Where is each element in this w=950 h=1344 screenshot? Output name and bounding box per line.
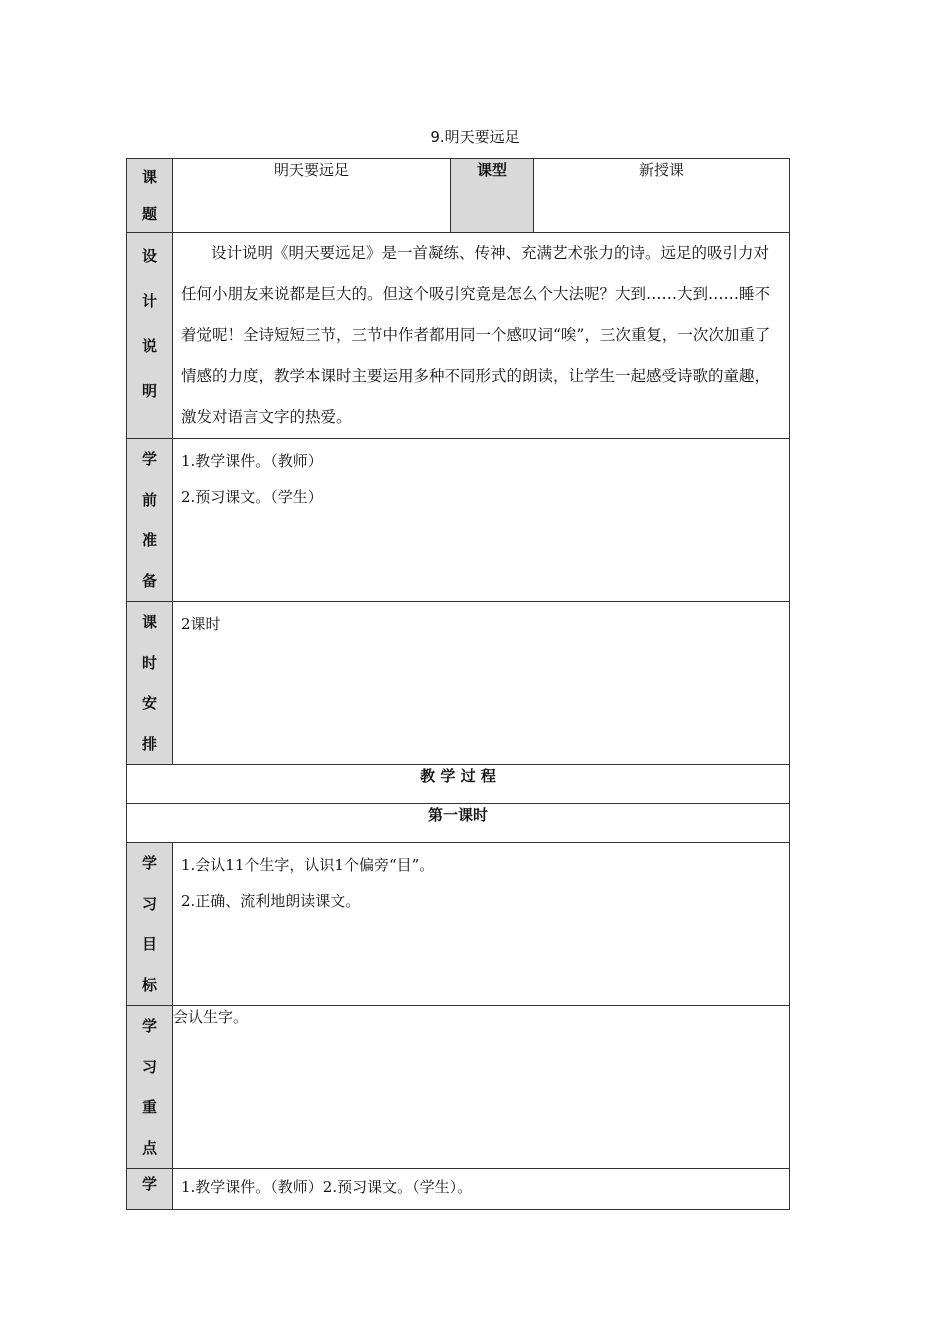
preparation-item: 2.预习课文。（学生）	[181, 488, 323, 506]
design-text: 设计说明《明天要远足》是一首凝练、传神、充满艺术张力的诗。远足的吸引力对任何小朋友来说都是巨大的。但这个吸引究竟是怎么个大法呢？大到……大到……睡不着觉呢！全诗短短三节，三节中作者都用同一个感叹词“唉”，三次重复，一次次加重了情感的力度，教学本课时主要运用多种不同形式的朗读，让学生一起感受诗歌的童趣，激发对语言文字的热爱。	[181, 244, 771, 426]
process-title-row	[127, 765, 790, 804]
schedule-row	[127, 602, 790, 765]
design-row	[127, 233, 790, 439]
schedule-label: 课 时 安 排	[127, 602, 173, 765]
key-points-value: 会认生字。	[173, 1006, 790, 1169]
preparation-label: 学 前 准 备	[127, 439, 173, 602]
goal-item: 2.正确、流利地朗读课文。	[181, 892, 361, 910]
goals-row	[127, 843, 790, 1006]
lesson-type-value: 新授课	[534, 159, 790, 233]
preparation-row	[127, 439, 790, 602]
lesson-title-value: 明天要远足	[173, 159, 451, 233]
document-title: 9.明天要远足	[430, 128, 520, 146]
design-text-cell	[173, 233, 790, 439]
goal-item: 1.会认11个生字，认识1个偏旁“目”。	[181, 856, 435, 874]
last-row-label: 学	[127, 1169, 173, 1210]
schedule-value: 2课时	[181, 615, 221, 633]
last-row-value: 1.教学课件。（教师）2.预习课文。（学生）。	[181, 1178, 473, 1196]
preparation-cell	[173, 439, 790, 602]
first-lesson-row	[127, 804, 790, 843]
last-row	[127, 1169, 790, 1210]
key-points-row	[127, 1006, 790, 1169]
goals-cell	[173, 843, 790, 1006]
preparation-item: 1.教学课件。（教师）	[181, 452, 323, 470]
last-row-cell	[173, 1169, 790, 1210]
lesson-type-label: 课型	[451, 159, 534, 233]
goals-label: 学 习 目 标	[127, 843, 173, 1006]
key-points-label: 学 习 重 点	[127, 1006, 173, 1169]
first-lesson-title: 第一课时	[127, 804, 790, 843]
process-title: 教 学 过 程	[127, 765, 790, 804]
design-label: 设 计 说 明	[127, 233, 173, 439]
schedule-cell	[173, 602, 790, 765]
title-row	[127, 159, 790, 233]
lesson-plan-table	[126, 158, 790, 1210]
lesson-title-label: 课 题	[127, 159, 173, 233]
